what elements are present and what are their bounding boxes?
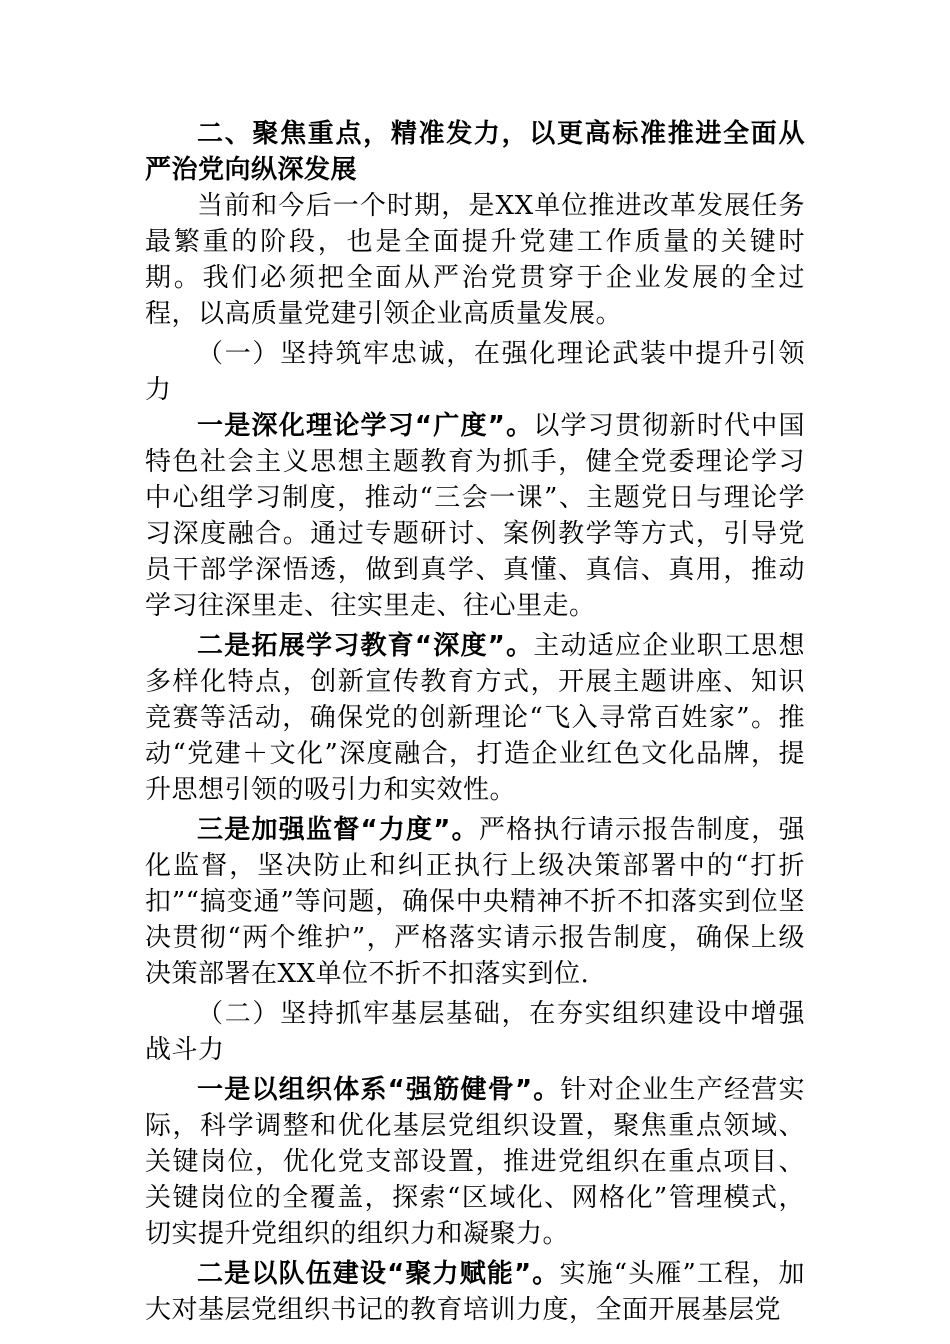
paragraph-body: 严格执行请示报告制度，强化监督，坚决防止和纠正执行上级决策部署中的“打折扣”“搞变通”等问题，确保中央精神不折不扣落实到位坚决贯彻“两个维护”，严格落实请示报告制度，确保上级决策部署在XX单位不折不扣落实到位.	[145, 815, 805, 989]
paragraph	[145, 408, 805, 624]
paragraph-body: 实施“头雁”工程，加大对基层党组织书记的教育培训力度，全面开展基层党	[145, 1259, 805, 1325]
paragraph	[145, 1072, 805, 1252]
section-heading: 二、聚焦重点，精准发力，以更高标准推进全面从严治党向纵深发展	[145, 119, 805, 185]
subsection-title-2: （二）坚持抓牢基层基础，在夯实组织建设中增强战斗力	[145, 999, 805, 1065]
paragraph	[145, 1256, 805, 1328]
paragraph-lead: 二是拓展学习教育“深度”。	[197, 631, 534, 661]
paragraph-lead: 二是以队伍建设“聚力赋能”。	[197, 1259, 560, 1289]
paragraph-lead: 一是以组织体系“强筋健骨”。	[197, 1075, 561, 1105]
subsection-title-1: （一）坚持筑牢忠诚，在强化理论武装中提升引领力	[145, 339, 805, 405]
intro-paragraph: 当前和今后一个时期，是XX单位推进改革发展任务最繁重的阶段，也是全面提升党建工作质量的关键时期。我们必须把全面从严治党贯穿于企业发展的全过程，以高质量党建引领企业高质量发展。	[145, 191, 805, 329]
paragraph-body: 以学习贯彻新时代中国特色社会主义思想主题教育为抓手，健全党委理论学习中心组学习制度，推动“三会一课”、主题党日与理论学习深度融合。通过专题研讨、案例教学等方式，引导党员干部学深悟透，做到真学、真懂、真信、真用，推动学习往深里走、往实里走、往心里走。	[145, 411, 805, 621]
paragraph-body: 主动适应企业职工思想多样化特点，创新宣传教育方式，开展主题讲座、知识竞赛等活动，确保党的创新理论“飞入寻常百姓家”。推动“党建＋文化”深度融合，打造企业红色文化品牌，提升思想引领的吸引力和实效性。	[145, 631, 805, 805]
paragraph	[145, 628, 805, 808]
document-body	[145, 116, 805, 1328]
paragraph-lead: 一是深化理论学习“广度”。	[197, 411, 534, 441]
paragraph-body: 针对企业生产经营实际，科学调整和优化基层党组织设置，聚焦重点领域、关键岗位，优化党支部设置，推进党组织在重点项目、关键岗位的全覆盖，探索“区域化、网格化”管理模式，切实提升党组织的组织力和凝聚力。	[145, 1075, 805, 1249]
paragraph	[145, 812, 805, 992]
paragraph-lead: 三是加强监督“力度”。	[197, 815, 479, 845]
